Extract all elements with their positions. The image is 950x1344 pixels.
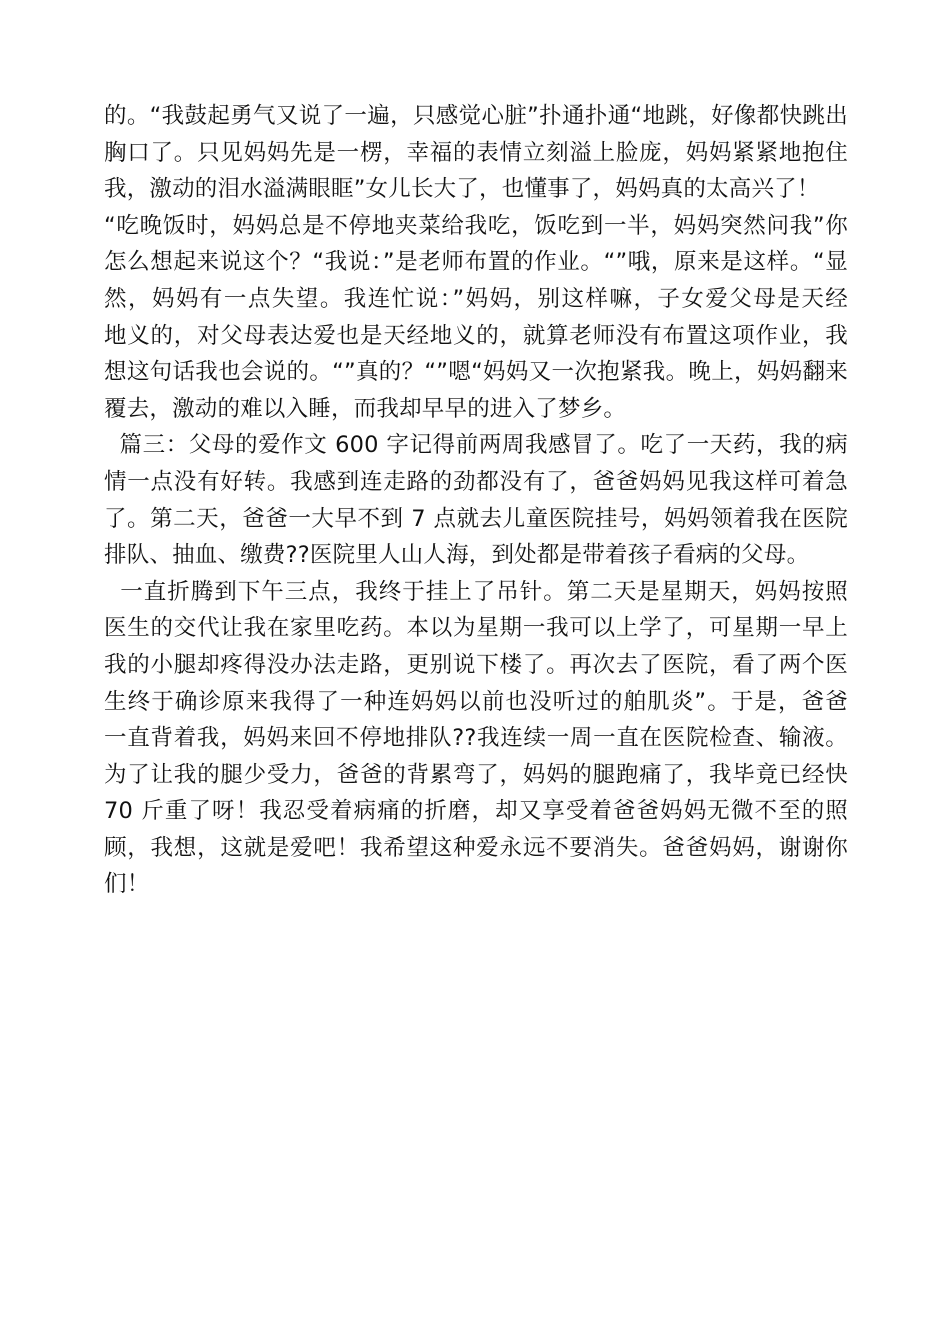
text-line: “吃晚饭时，妈妈总是不停地夹菜给我吃，饭吃到一半，妈妈突然问我”你: [104, 212, 848, 239]
text-line: 我的小腿却疼得没办法走路，更别说下楼了。再次去了医院，看了两个医: [104, 651, 848, 678]
essay-text: [104, 98, 848, 903]
text-line: 怎么想起来说这个？“我说：”是老师布置的作业。“”哦，原来是这样。“显: [104, 249, 848, 276]
text-line: 篇三：父母的爱作文 600 字记得前两周我感冒了。吃了一天药，我的病: [104, 432, 848, 459]
text-line: 顾，我想，这就是爱吧！我希望这种爱永远不要消失。爸爸妈妈，谢谢你: [104, 834, 848, 861]
text-line: 一直背着我，妈妈来回不停地排队??我连续一周一直在医院检查、输液。: [104, 725, 848, 752]
text-line: 的。“我鼓起勇气又说了一遍，只感觉心脏”扑通扑通“地跳，好像都快跳出: [104, 103, 848, 129]
text-line: 覆去，激动的难以入睡，而我却早早的进入了梦乡。: [104, 395, 627, 422]
text-line: 们！: [104, 871, 150, 898]
text-line: 为了让我的腿少受力，爸爸的背累弯了，妈妈的腿跑痛了，我毕竟已经快: [104, 761, 848, 788]
text-line: 然，妈妈有一点失望。我连忙说：”妈妈，别这样嘛，子女爱父母是天经: [104, 285, 848, 312]
text-line: 情一点没有好转。我感到连走路的劲都没有了，爸爸妈妈见我这样可着急: [104, 468, 848, 495]
text-line: 胸口了。只见妈妈先是一楞，幸福的表情立刻溢上脸庞，妈妈紧紧地抱住: [104, 139, 848, 166]
text-line: 医生的交代让我在家里吃药。本以为星期一我可以上学了，可星期一早上: [104, 615, 848, 642]
text-line: 了。第二天，爸爸一大早不到 7 点就去儿童医院挂号，妈妈领着我在医院: [104, 505, 848, 532]
text-line: 我，激动的泪水溢满眼眶”女儿长大了，也懂事了，妈妈真的太高兴了！: [104, 176, 820, 203]
text-line: 地义的，对父母表达爱也是天经地义的，就算老师没有布置这项作业，我: [104, 322, 848, 349]
text-line: 排队、抽血、缴费??医院里人山人海，到处都是带着孩子看病的父母。: [104, 542, 810, 569]
text-line: 一直折腾到下午三点，我终于挂上了吊针。第二天是星期天，妈妈按照: [104, 578, 848, 605]
text-line: 想这句话我也会说的。“”真的？“”嗯“妈妈又一次抱紧我。晚上，妈妈翻来: [104, 359, 848, 386]
text-line: 70 斤重了呀！我忍受着病痛的折磨，却又享受着爸爸妈妈无微不至的照: [104, 798, 848, 825]
text-line: 生终于确诊原来我得了一种连妈妈以前也没听过的舶肌炎”。于是，爸爸: [104, 688, 848, 715]
